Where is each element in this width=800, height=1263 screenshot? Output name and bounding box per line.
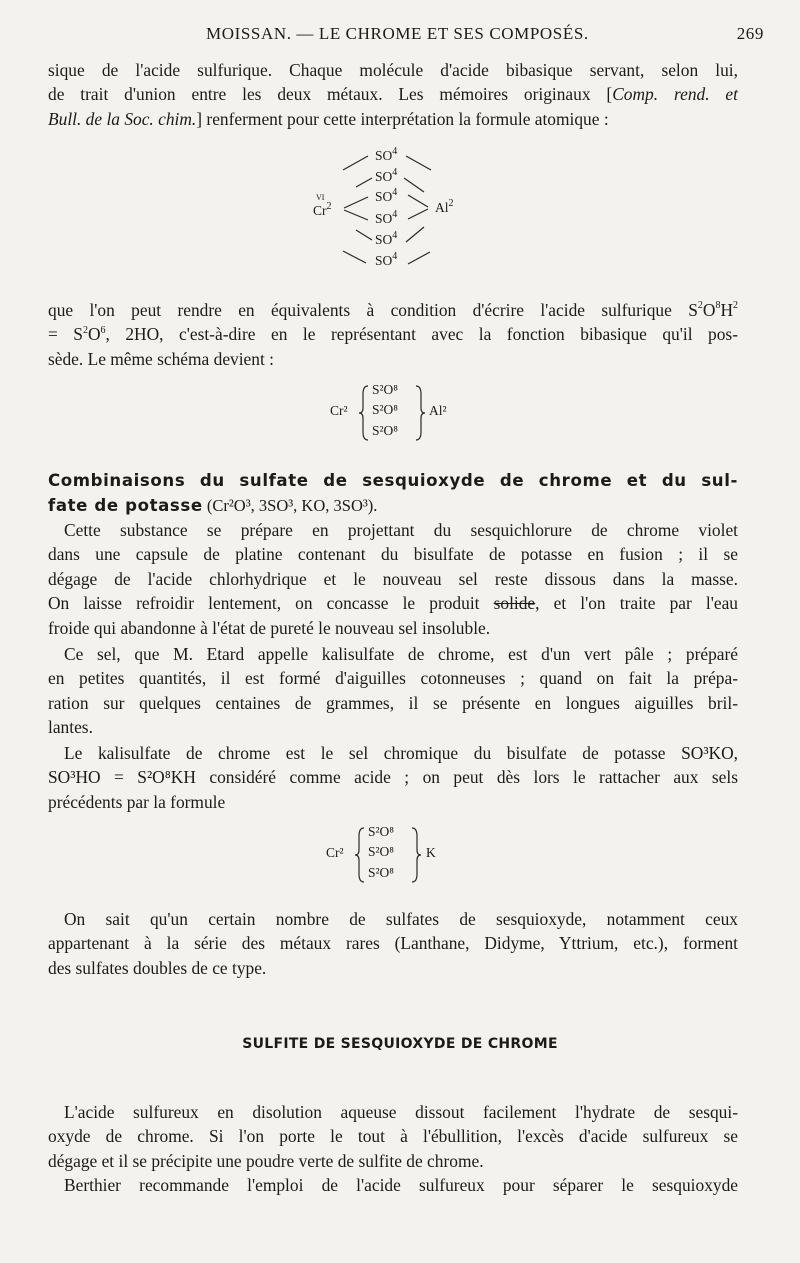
formula-term: $SO^4$ [375, 186, 398, 204]
formula-row: S²O⁸ [372, 423, 399, 438]
text-line: des sulfates doubles de ce type. [48, 957, 267, 978]
text-line: appartenant à la série des métaux rares (Lanthane, Didyme, Yttrium, etc.), forment [48, 933, 738, 954]
equivalent-formula [330, 380, 470, 446]
paragraph-7 [48, 1100, 738, 1198]
text-line: précédents par la formule [48, 791, 226, 812]
text-line: que l'on peut rendre en équivalents à condition d'écrire l'acide sulfurique $S^2O^8H^2$ [48, 300, 738, 320]
paragraph-6 [48, 907, 738, 980]
paragraph-2 [48, 298, 738, 371]
text-line: = $S^2O^6$, 2HO, c'est-à-dire en le représentant avec la fonction bibasique qu'il pos- [48, 324, 738, 345]
paragraph-1 [48, 58, 738, 131]
text-line: dégage et il se précipite une poudre verte de sulfite de chrome. [48, 1150, 484, 1171]
text-line: en petites quantités, il est formé d'aiguilles cotonneuses ; quand on fait la prépa- [48, 668, 738, 689]
section-title: SULFITE DE SESQUIOXYDE DE CHROME [242, 1036, 558, 1052]
formula-term: $SO^4$ [375, 208, 398, 226]
text-line: On sait qu'un certain nombre de sulfates de sesquioxyde, notamment ceux [64, 909, 738, 929]
text-line: Cette substance se prépare en projettant du sesquichlorure de chrome violet [64, 520, 738, 540]
text-line: dégage de l'acide chlorhydrique et le nouveau sel reste dissous dans la masse. [48, 568, 738, 589]
formula-right: Al² [429, 403, 447, 418]
kalisulfate-formula [326, 822, 466, 888]
running-header [48, 24, 764, 48]
text-line: ration sur quelques centaines de grammes, il se présente en longues aiguilles bril- [48, 692, 738, 713]
text-line: froide qui abandonne à l'état de pureté le nouveau sel insoluble. [48, 617, 491, 638]
formula-right: K [426, 845, 436, 860]
text-line: Ce sel, que M. Etard appelle kalisulfate de chrome, est d'un vert pâle ; préparé [64, 644, 738, 664]
formula-row: S²O⁸ [372, 382, 399, 397]
formula-row: S²O⁸ [368, 824, 395, 839]
page-number: 269 [736, 24, 764, 43]
text-line: sède. Le même schéma devient : [48, 348, 274, 369]
text-line: On laisse refroidir lentement, on concasse le produit solide, et l'on traite par l'eau [48, 593, 738, 614]
heading-line: fate de potasse (Cr²O³, 3SO³, KO, 3SO³). [48, 496, 378, 515]
formula-row: S²O⁸ [372, 402, 399, 417]
text-line: Bull. de la Soc. chim.] renferment pour cette interprétation la formule atomique : [48, 108, 609, 129]
aluminium-term: Al$^2$ [435, 197, 454, 215]
formula-term: $SO^4$ [375, 229, 398, 247]
heading-line: Combinaisons du sulfate de sesquioxyde de chrome et du sul- [48, 471, 738, 490]
atomic-formula [300, 145, 480, 278]
formula-left: Cr² [330, 403, 348, 418]
text-line: L'acide sulfureux en disolution aqueuse dissout facilement l'hydrate de sesqui- [64, 1102, 738, 1122]
paragraph-4 [48, 642, 738, 740]
formula-braces [326, 822, 466, 888]
text-line: Le kalisulfate de chrome est le sel chromique du bisulfate de potasse SO³KO, [64, 743, 738, 763]
text-line: dans une capsule de platine contenant du bisulfate de potasse en fusion ; il se [48, 544, 738, 565]
text-line: sique de l'acide sulfurique. Chaque molécule d'acide bibasique servant, selon lui, [48, 60, 738, 80]
text-line: lantes. [48, 717, 93, 738]
formula-term: $SO^4$ [375, 145, 398, 163]
formula-row: S²O⁸ [368, 844, 395, 859]
formula-left: Cr² [326, 845, 344, 860]
paragraph-5 [48, 741, 738, 814]
chromium-term: Cr$^2$ [313, 200, 332, 218]
text-line: oxyde de chrome. Si l'on porte le tout à l'ébullition, l'excès d'acide sulfureux se [48, 1126, 738, 1147]
text-line: SO³HO = S²O⁸KH considéré comme acide ; on peut dès lors le rattacher aux sels [48, 767, 738, 788]
formula-term: $SO^4$ [375, 166, 398, 184]
formula-row: S²O⁸ [368, 865, 395, 880]
text-line: Berthier recommande l'emploi de l'acide sulfureux pour séparer le sesquioxyde [64, 1175, 738, 1196]
formula-term: $SO^4$ [375, 250, 398, 268]
paragraph-3 [48, 518, 738, 640]
running-title: MOISSAN. — LE CHROME ET SES COMPOSÉS. [206, 24, 589, 43]
text-line: de trait d'union entre les deux métaux. Les mémoires originaux [Comp. rend. et [48, 84, 738, 105]
formula-braces [330, 380, 470, 446]
article-heading [48, 468, 738, 518]
valence-label: VI [316, 193, 325, 202]
